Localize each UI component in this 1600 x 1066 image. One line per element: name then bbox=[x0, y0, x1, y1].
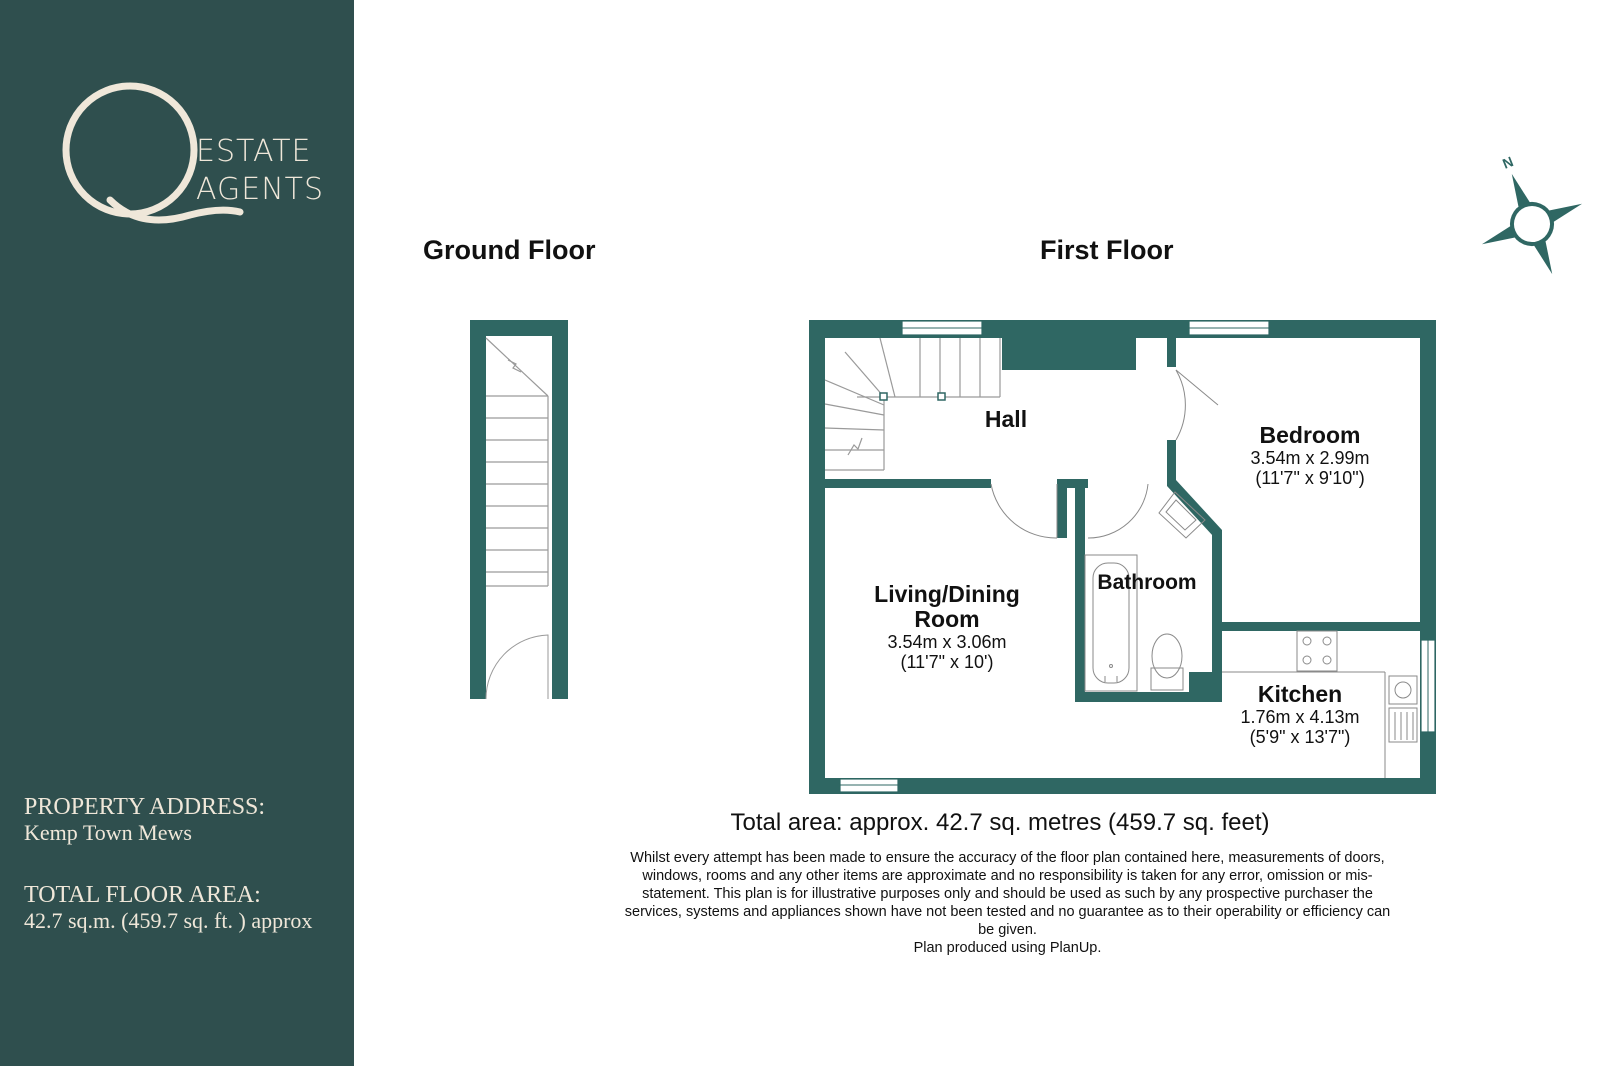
room-living-name-1: Living/Dining bbox=[874, 581, 1020, 607]
room-bathroom-label bbox=[1082, 570, 1212, 595]
room-kitchen-dim-imperial: (5'9" x 13'7") bbox=[1249, 727, 1351, 747]
disclaimer-line: be given. bbox=[978, 922, 1037, 938]
total-area-text: Total area: approx. 42.7 sq. metres (459.7 sq. feet) bbox=[730, 809, 1270, 836]
disclaimer-line: statement. This plan is for illustrative purposes only and should be used as such by any prospective purchaser the bbox=[642, 886, 1373, 902]
room-living-dim-metric: 3.54m x 3.06m bbox=[887, 632, 1007, 652]
room-bedroom-dim-imperial: (11'7" x 9'10") bbox=[1255, 468, 1365, 488]
room-bedroom-dim-metric: 3.54m x 2.99m bbox=[1250, 448, 1370, 468]
sidebar bbox=[0, 0, 354, 1066]
address-heading: PROPERTY ADDRESS: bbox=[24, 794, 266, 820]
total-floor-area-block bbox=[24, 882, 312, 934]
address-value: Kemp Town Mews bbox=[24, 820, 192, 845]
disclaimer-line: Plan produced using PlanUp. bbox=[913, 940, 1102, 956]
compass-north-label: N bbox=[1500, 153, 1516, 172]
room-living-label bbox=[852, 582, 1042, 672]
ground-floor-title: Ground Floor bbox=[423, 235, 596, 265]
area-heading: TOTAL FLOOR AREA: bbox=[24, 882, 261, 908]
room-hall-name: Hall bbox=[984, 406, 1028, 432]
room-bathroom-name: Bathroom bbox=[1097, 571, 1197, 594]
disclaimer-line: windows, rooms and any other items are approximate and no responsibility is taken for any error, omission or mis- bbox=[642, 868, 1373, 884]
first-floor-title: First Floor bbox=[1040, 235, 1174, 265]
room-living-name-2: Room bbox=[914, 606, 980, 632]
room-kitchen-name: Kitchen bbox=[1257, 681, 1343, 707]
room-living-dim-imperial: (11'7" x 10') bbox=[900, 652, 994, 672]
logo-line-agents: AGENTS bbox=[196, 172, 325, 207]
room-bedroom-name: Bedroom bbox=[1259, 422, 1361, 448]
area-value: 42.7 sq.m. (459.7 sq. ft. ) approx bbox=[24, 908, 313, 933]
room-hall-label bbox=[966, 407, 1046, 432]
room-kitchen-label bbox=[1220, 682, 1380, 747]
logo-line-estate: ESTATE bbox=[196, 134, 312, 169]
room-kitchen-dim-metric: 1.76m x 4.13m bbox=[1240, 707, 1360, 727]
disclaimer-line: services, systems and appliances shown have not been tested and no guarantee as to their operability or efficiency can bbox=[624, 904, 1391, 920]
disclaimer bbox=[595, 849, 1420, 957]
property-address-block bbox=[24, 794, 265, 846]
disclaimer-line: Whilst every attempt has been made to ensure the accuracy of the floor plan contained here, measurements of doors, bbox=[630, 850, 1385, 866]
room-bedroom-label bbox=[1220, 423, 1400, 488]
